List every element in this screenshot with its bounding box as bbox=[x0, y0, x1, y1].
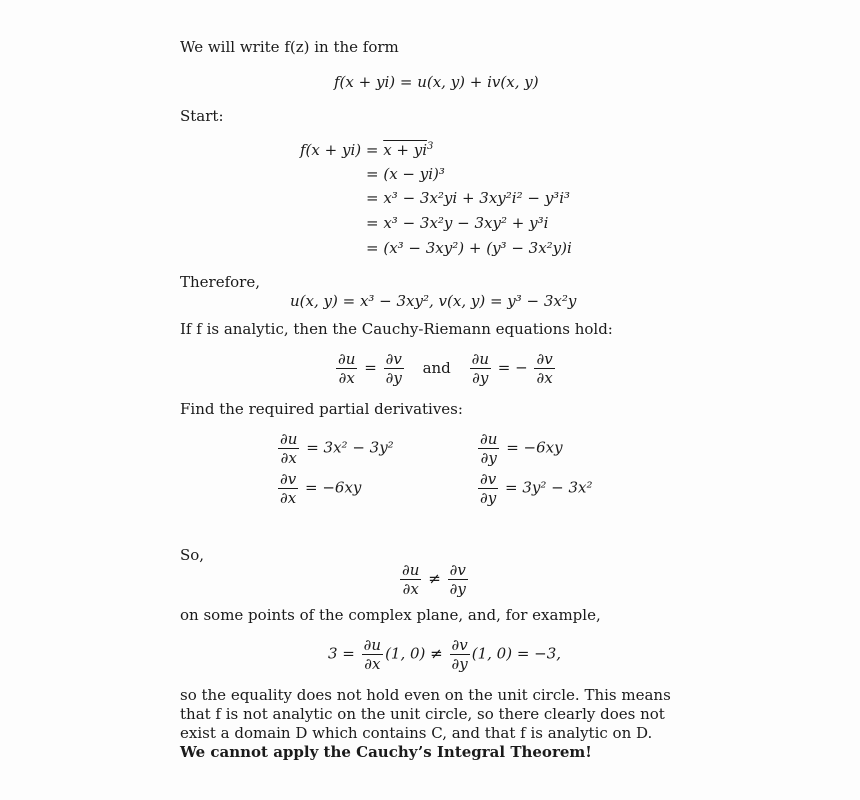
dv-dy-fraction: $\frac{\partial v}{\partial y}$ bbox=[385, 350, 402, 387]
derivation-line-1-lhs: f(x + yi) = bbox=[300, 141, 384, 159]
find-partials-text: Find the required partial derivatives: bbox=[180, 400, 463, 418]
cr-equals: = bbox=[364, 358, 377, 377]
conclusion-text: so the equality does not hold even on the unit circle. This means that f is not analytic on the unit circle, so there clearly does not exist a domain D which contains C, and that f is analytic on D. bbox=[180, 686, 671, 742]
du-dy-fraction: $\frac{\partial u}{\partial y}$ bbox=[471, 350, 489, 387]
derivation-line-1-exponent: 3 bbox=[427, 141, 434, 152]
some-points-text: on some points of the complex plane, and, for example, bbox=[180, 606, 601, 624]
conjugate-term: x + yi bbox=[383, 141, 428, 159]
derivation-line-5: = (x³ − 3xy²) + (y³ − 3x²y)i bbox=[366, 239, 572, 257]
uv-equation: u(x, y) = x³ − 3xy², v(x, y) = y³ − 3x²y bbox=[290, 292, 577, 310]
conclusion-bold: We cannot apply the Cauchy’s Integral Theorem! bbox=[180, 743, 592, 761]
partial-v-y-value: = 3y² − 3x² bbox=[505, 478, 593, 497]
du-dx-fraction: $\frac{\partial u}{\partial x}$ bbox=[338, 350, 356, 387]
cr-equals-negative: = − bbox=[497, 358, 528, 377]
not-equal-sign: ≠ bbox=[428, 569, 441, 588]
cauchy-riemann-equations bbox=[334, 350, 557, 387]
if-analytic-text: If f is analytic, then the Cauchy-Riemann equations hold: bbox=[180, 320, 613, 338]
partial-v-y: $\frac{\partial v}{\partial y}$ = 3y² − 3x² bbox=[480, 470, 593, 507]
partial-u-x-value: = 3x² − 3y² bbox=[306, 438, 394, 457]
partial-u-y-value: = −6xy bbox=[506, 438, 563, 457]
conclusion-paragraph bbox=[180, 686, 680, 762]
example-mid: (1, 0) ≠ bbox=[385, 644, 448, 663]
and-word: and bbox=[422, 358, 451, 377]
so-label: So, bbox=[180, 546, 205, 564]
derivation-line-2: = (x − yi)³ bbox=[366, 165, 445, 183]
inequality: $\frac{\partial u}{\partial x}$ ≠ $\frac{\partial v}{\partial y}$ bbox=[402, 561, 466, 598]
derivation-line-4: = x³ − 3x²y − 3xy² + y³i bbox=[366, 214, 549, 232]
derivation-line-3: = x³ − 3x²yi + 3xy²i² − y³i³ bbox=[366, 189, 571, 207]
form-equation: f(x + yi) = u(x, y) + iv(x, y) bbox=[334, 73, 539, 91]
derivation-line-1 bbox=[300, 141, 433, 159]
therefore-label: Therefore, bbox=[180, 273, 260, 291]
dv-dx-fraction: $\frac{\partial v}{\partial x}$ bbox=[536, 350, 553, 387]
partial-v-x: $\frac{\partial v}{\partial x}$ = −6xy bbox=[280, 470, 362, 507]
example-tail: (1, 0) = −3, bbox=[471, 644, 562, 663]
example-equation: 3 = $\frac{\partial u}{\partial x}$ (1, 0) ≠ $\frac{\partial v}{\partial y}$ (1, 0) = −3, bbox=[328, 636, 562, 673]
intro-text: We will write f(z) in the form bbox=[180, 38, 399, 56]
example-lead: 3 = bbox=[328, 644, 360, 663]
partial-u-y: $\frac{\partial u}{\partial y}$ = −6xy bbox=[480, 430, 563, 467]
partial-v-x-value: = −6xy bbox=[305, 478, 362, 497]
partial-u-x: $\frac{\partial u}{\partial x}$ = 3x² − 3y² bbox=[280, 430, 394, 467]
start-label: Start: bbox=[180, 107, 224, 125]
